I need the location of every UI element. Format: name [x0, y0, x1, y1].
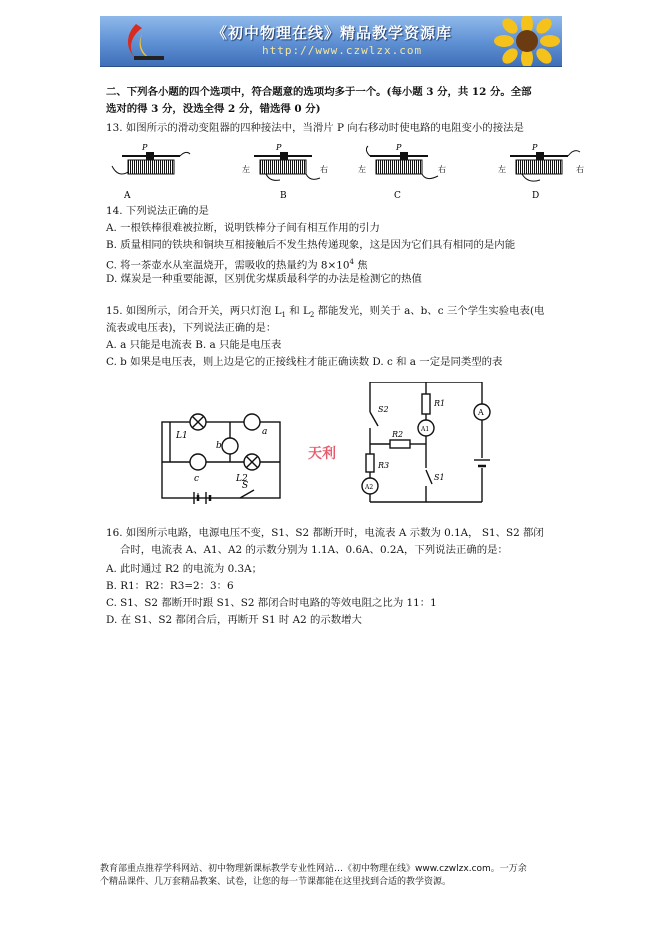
label-L1: L1	[176, 431, 188, 441]
q16-option-d: D. 在 S1、S2 都闭合后，再断开 S1 时 A2 的示数增大	[106, 614, 362, 626]
q13-c-left-label: 左	[358, 165, 366, 174]
q14-stem: 14. 下列说法正确的是	[106, 205, 209, 217]
q13-a-p-label: P	[142, 143, 148, 152]
meter-A: A	[478, 408, 484, 417]
q15-stem-1: 15. 如图所示，闭合开关，两只灯泡 $L_1$ 和 $L_2$ 都能发光，则关于 a、b、c 三个学生实验电表(电	[106, 305, 545, 320]
label-R1: R1	[434, 399, 446, 408]
q13-b-p-label: P	[276, 143, 282, 152]
meter-A1: A1	[421, 426, 430, 433]
rheostat-figure-c	[358, 143, 446, 201]
q15-options-cd: C. b 如果是电压表，则上边是它的正接线柱才能正确读数 D. c 和 a 一定是同类型的表	[106, 356, 503, 368]
meter-A2: A2	[365, 484, 374, 491]
sunflower-icon	[492, 16, 562, 66]
q14-option-c: C. 将一茶壶水从室温烧开，需吸收的热量约为 $8\times 10^4$ 焦	[106, 258, 368, 272]
label-c: c	[194, 474, 200, 484]
q13-b-right-label: 右	[320, 165, 328, 174]
section-heading-1: 二、下列各小题的四个选项中，符合题意的选项均多于一个。(每小题 3 分，共 12 分。全部	[106, 86, 532, 98]
label-R2: R2	[392, 430, 404, 439]
q14-option-a: A. 一根铁棒很难被拉断，说明铁棒分子间有相互作用的引力	[106, 222, 380, 234]
q14-option-b: B. 质量相同的铁块和铜块互相接触后不发生热传递现象，这是因为它们具有相同的是内能	[106, 239, 516, 251]
q15-stem-2: 流表或电压表)，下列说法正确的是：	[106, 322, 277, 334]
q13-rheostat-figures	[100, 142, 660, 202]
q16-circuit	[362, 382, 490, 502]
q13-stem: 13. 如图所示的滑动变阻器的四种接法中，当滑片 P 向右移动时使电路的电阻变小的接法是	[106, 122, 524, 134]
q13-d-p-label: P	[532, 143, 538, 152]
circuit-diagrams	[150, 382, 550, 507]
label-R3: R3	[378, 461, 390, 470]
q15-options-ab: A. a 只能是电流表 B. a 只能是电压表	[106, 339, 282, 351]
q13-option-a: A	[124, 191, 131, 201]
section-heading-2: 选对的得 3 分，没选全得 2 分，错选得 0 分)	[106, 103, 321, 115]
rheostat-figure-d	[498, 143, 584, 201]
q13-option-c: C	[394, 191, 401, 201]
q13-option-d: D	[532, 191, 540, 201]
q13-c-right-label: 右	[438, 165, 446, 174]
q13-d-right-label: 右	[576, 165, 584, 174]
label-a: a	[262, 427, 268, 437]
watermark-text: 天利	[308, 446, 336, 462]
label-S1: S1	[434, 473, 445, 482]
q13-c-p-label: P	[396, 143, 402, 152]
banner-url[interactable]: http://www.czwlzx.com	[262, 44, 423, 57]
banner-title: 《初中物理在线》精品教学资源库	[212, 24, 453, 42]
rheostat-figure-b	[242, 143, 328, 201]
label-S2: S2	[378, 405, 389, 414]
label-L2: L2	[236, 474, 248, 484]
footer-line-1: 教育部重点推荐学科网站、初中物理新课标教学专业性网站…《初中物理在线》www.czwlzx.com。一万余	[100, 864, 527, 874]
label-S: S	[242, 481, 249, 491]
logo-icon	[108, 16, 178, 66]
q13-d-left-label: 左	[498, 165, 506, 174]
q13-option-b: B	[280, 191, 287, 201]
label-b: b	[216, 441, 222, 451]
q16-option-c: C. S1、S2 都断开时跟 S1、S2 都闭合时电路的等效电阻之比为 11：1	[106, 597, 437, 609]
q13-b-left-label: 左	[242, 165, 250, 174]
q16-option-a: A. 此时通过 R2 的电流为 0.3A；	[106, 563, 262, 575]
header-banner	[100, 16, 562, 67]
q16-stem-1: 16. 如图所示电路，电源电压不变，S1、S2 都断开时，电流表 A 示数为 0.1A， S1、S2 都闭	[106, 527, 544, 539]
footer-line-2: 个精品课件、几万套精品教案、试卷，让您的每一节课都能在这里找到合适的教学资源。	[100, 877, 452, 887]
q14-option-d: D. 煤炭是一种重要能源，区别优劣煤质最科学的办法是检测它的热值	[106, 273, 422, 285]
q16-option-b: B. R1：R2：R3=2：3：6	[106, 580, 234, 592]
q16-stem-2: 合时，电流表 A、A1、A2 的示数分别为 1.1A、0.6A、0.2A，下列说法正确的是：	[120, 544, 508, 556]
rheostat-figure-a	[112, 143, 190, 201]
